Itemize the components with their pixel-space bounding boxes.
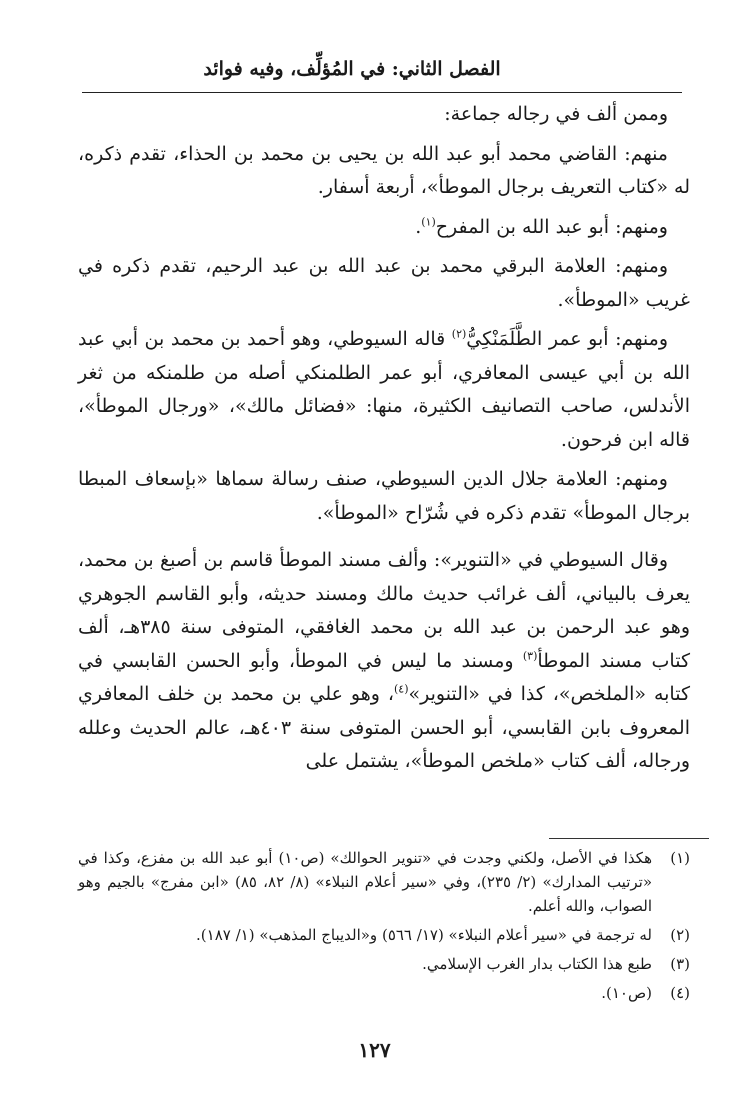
paragraph: منهم: القاضي محمد أبو عبد الله بن يحيى بن محمد بن الحذاء، تقدم ذكره، له «كتاب التعريف برجال الموطأ»، أربعة أسفار. bbox=[78, 142, 690, 198]
page-number: ١٢٧ bbox=[358, 1038, 391, 1062]
footnotes bbox=[78, 846, 690, 1010]
footnote-text: (ص١٠). bbox=[601, 984, 652, 1002]
paragraph-text: وقال السيوطي في «التنوير»: وألف مسند الموطأ قاسم بن أصبغ بن محمد، يعرف بالبياني، ألف غرائب حديث مالك ومسند حديثه، وأبو القاسم الجوهري وهو عبد الرحمن بن عبد الله بن محمد الغافقي، المتوفى سنة ٣٨٥هـ، ألف كتاب مسند الموطأ bbox=[78, 549, 691, 672]
footnote-ref[interactable]: (١) bbox=[421, 215, 436, 229]
paragraph-text: ومسند ما ليس في الموطأ، وأبو الحسن القابسي في كتابه «الملخص»، كذا في «التنوير» bbox=[78, 649, 690, 705]
paragraph-text: قاله السيوطي، وهو أحمد بن محمد بن أبي عبد الله بن أبي عيسى المعافري، أبو عمر الطلمنكي أصله من طلمنكه من ثغر الأندلس، صاحب التصانيف الكثيرة، منها: «فضائل مالك»، «ورجال الموطأ»، قاله ابن فرحون. bbox=[78, 328, 690, 451]
footnote-text: له ترجمة في «سير أعلام النبلاء» (١٧/ ٥٦٦) و«الديباج المذهب» (١/ ١٨٧). bbox=[196, 926, 652, 944]
paragraph: وممن ألف في رجاله جماعة: bbox=[444, 103, 668, 125]
paragraph-text: . bbox=[415, 215, 422, 238]
paragraph-text: ومنهم: أبو عبد الله بن المفرح bbox=[435, 215, 668, 238]
main-text bbox=[78, 98, 690, 785]
paragraph: ومنهم: العلامة جلال الدين السيوطي، صنف رسالة سماها «بإسعاف المبطا برجال الموطأ» تقدم ذكره في شُرّاح «الموطأ». bbox=[78, 468, 690, 524]
footnote-text: طبع هذا الكتاب بدار الغرب الإسلامي. bbox=[422, 955, 652, 973]
footnote bbox=[78, 923, 690, 947]
paragraph-text: ومنهم: أبو عمر الطَّلَمَنْكِيُّ bbox=[466, 328, 669, 350]
footnote-ref[interactable]: (٣) bbox=[522, 649, 538, 663]
footnote bbox=[78, 981, 690, 1005]
footnote-ref[interactable]: (٤) bbox=[393, 682, 409, 696]
paragraph-text: ، وهو علي بن محمد بن خلف المعافري المعروف بابن القابسي، أبو الحسن المتوفى سنة ٤٠٣هـ، عالم الحديث وعلله ورجاله، ألف كتاب «ملخص الموطأ»، يشتمل على bbox=[78, 683, 690, 772]
paragraph bbox=[78, 544, 690, 779]
paragraph: ومنهم: العلامة البرقي محمد بن عبد الله بن عبد الرحيم، تقدم ذكره في غريب «الموطأ». bbox=[78, 255, 690, 311]
chapter-header: الفصل الثاني: في المُؤلِّف، وفيه فوائد bbox=[203, 58, 501, 80]
footnote-number: (٢) bbox=[670, 926, 690, 944]
footnote-text: هكذا في الأصل، ولكني وجدت في «تنوير الحوالك» (ص١٠) أبو عبد الله بن مفزع، وكذا في «ترتيب المدارك» (٢/ ٢٣٥)، وفي «سير أعلام النبلاء» (٨/ ٨٢، ٨٥) «ابن مفرج» بالجيم وهو الصواب، والله أعلم. bbox=[78, 849, 653, 915]
footnote-number: (١) bbox=[670, 849, 690, 867]
paragraph bbox=[78, 323, 690, 457]
footnote-divider bbox=[549, 838, 709, 839]
footnote-number: (٣) bbox=[670, 955, 690, 973]
footnote-number: (٤) bbox=[670, 984, 690, 1002]
footnote bbox=[78, 846, 690, 918]
paragraph bbox=[78, 211, 690, 245]
footnote bbox=[78, 952, 690, 976]
header-divider bbox=[82, 92, 682, 93]
footnote-ref[interactable]: (٢) bbox=[451, 327, 467, 341]
